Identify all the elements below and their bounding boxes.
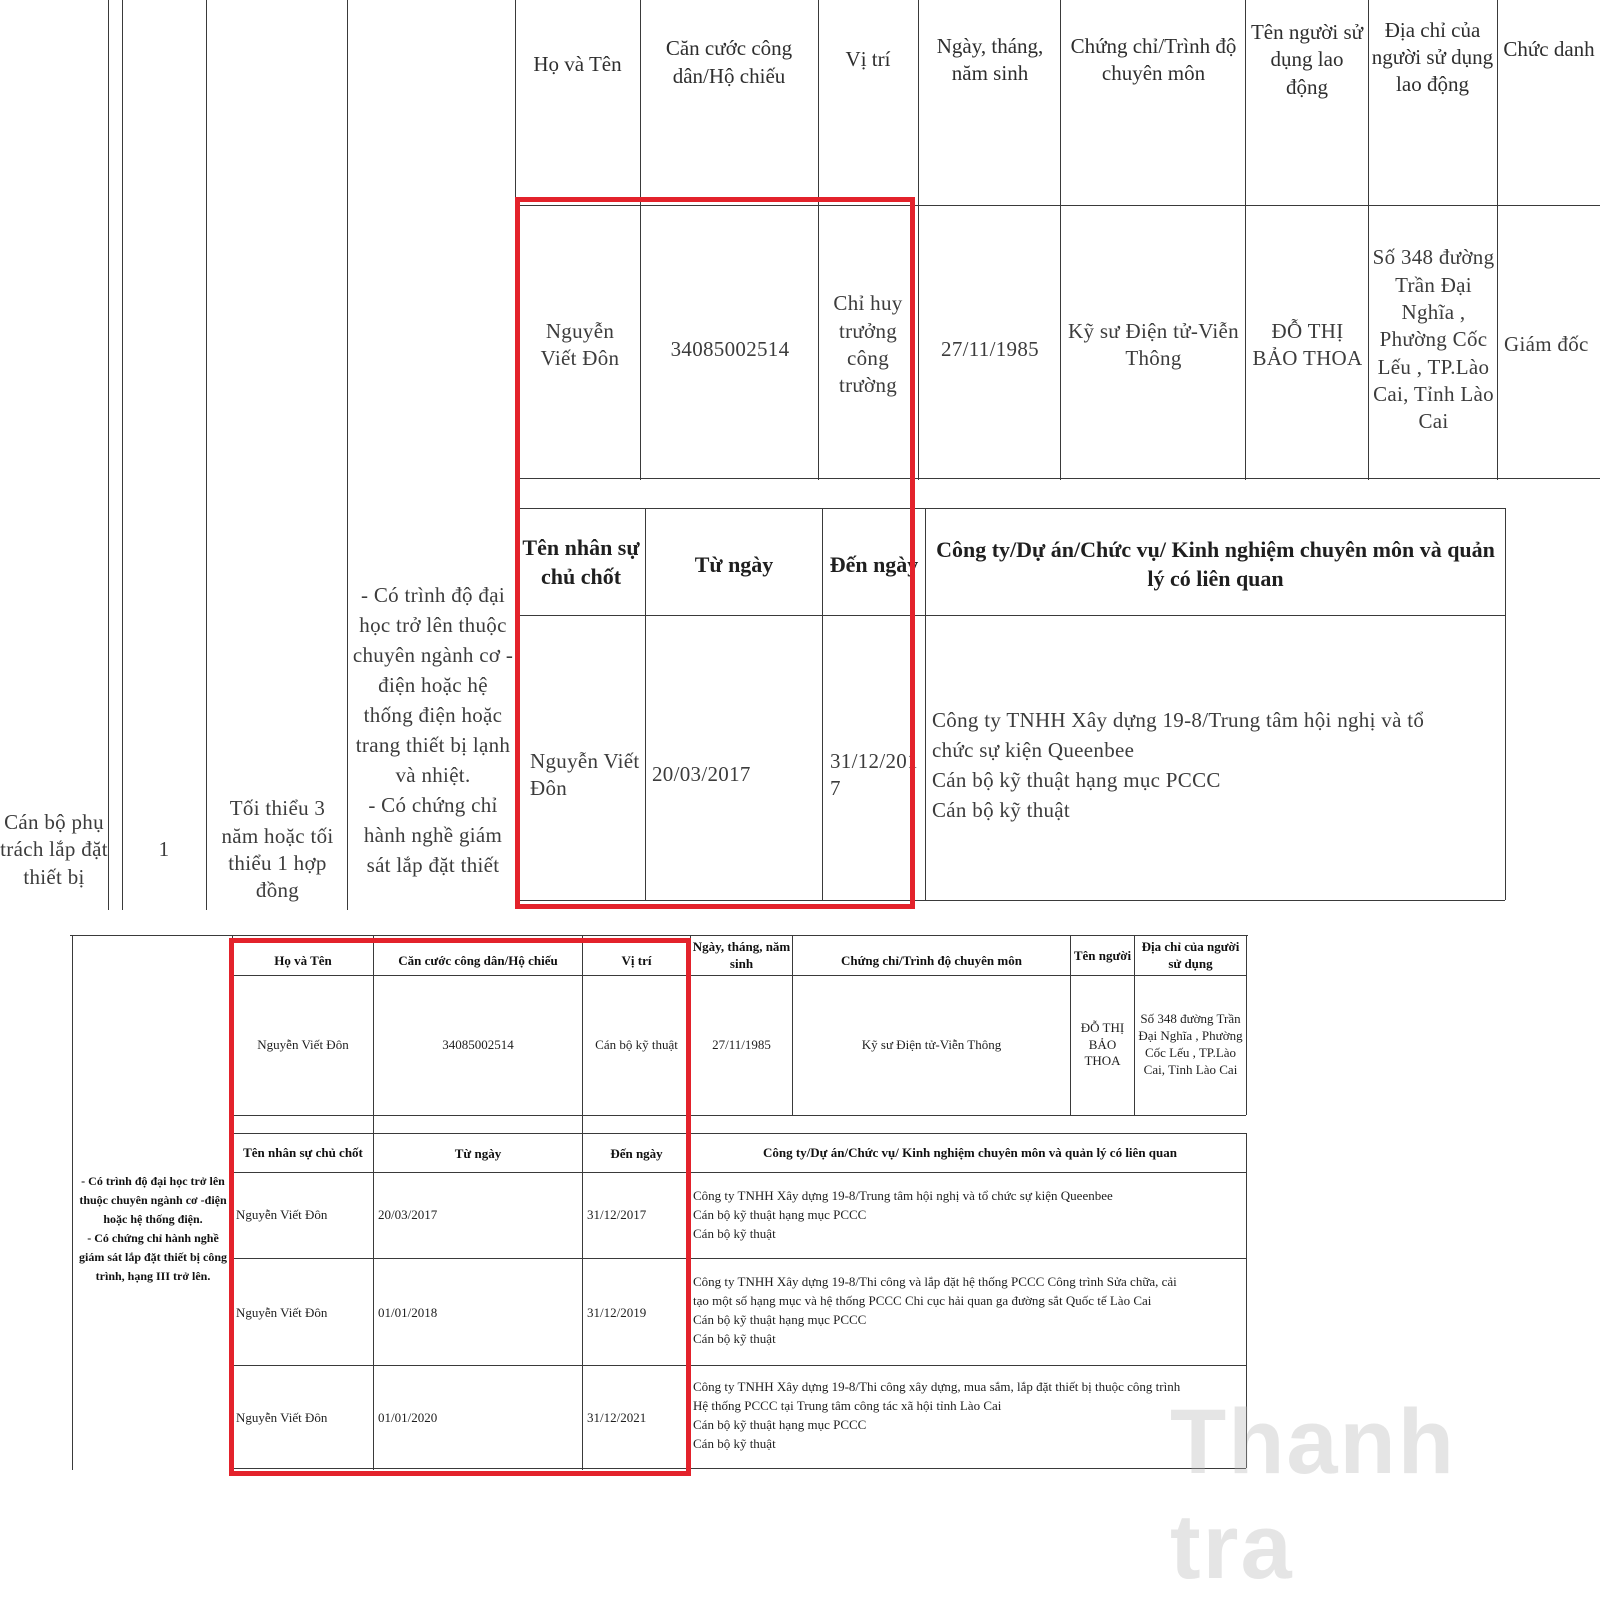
- exp-line: Cán bộ kỹ thuật hạng mục PCCC: [932, 768, 1221, 792]
- exp-row-from: 20/03/2017: [652, 762, 751, 787]
- exp-line: Cán bộ kỹ thuật hạng mục PCCC: [693, 1207, 867, 1222]
- exp-line: Cán bộ kỹ thuật hạng mục PCCC: [693, 1312, 867, 1327]
- b-exp-row-to: 31/12/2019: [587, 1304, 647, 1320]
- b-person-address: Số 348 đường Trần Đại Nghĩa , Phường Cốc Lếu , TP.Lào Cai, Tỉnh Lào Cai: [1138, 1011, 1243, 1077]
- grid-line: [1134, 935, 1135, 1115]
- b-exp-row-to: 31/12/2021: [587, 1409, 647, 1425]
- b-exp-row-from: 01/01/2020: [378, 1409, 438, 1425]
- exp-header-to: Đến ngày: [829, 551, 919, 577]
- header-ten-nguoi-sd: Tên người sử dụng lao động: [1250, 20, 1364, 99]
- highlight-box: [229, 938, 691, 1476]
- exp-line: Công ty TNHH Xây dựng 19-8/Trung tâm hội nghị và tổ chức sự kiện Queenbee: [693, 1188, 1113, 1203]
- grid-line: [1246, 935, 1247, 1115]
- b-exp-row-to: 31/12/2017: [587, 1206, 647, 1222]
- header-can-cuoc: Căn cước công dân/Hộ chiếu: [665, 36, 793, 88]
- header-chung-chi: Chứng chỉ/Trình độ chuyên môn: [1070, 33, 1237, 85]
- b-header-ten-nguoi: Tên người: [1073, 947, 1132, 963]
- exp-line: chức sự kiện Queenbee: [932, 738, 1135, 762]
- grid-line: [1497, 0, 1498, 480]
- grid-line: [1060, 0, 1061, 480]
- grid-line: [206, 0, 207, 910]
- b-exp-row-company: [693, 1186, 1243, 1243]
- exp-line: Hệ thống PCCC tại Trung tâm công tác xã hội tỉnh Lào Cai: [693, 1398, 1002, 1413]
- grid-line: [1505, 508, 1506, 900]
- b-exp-row-company: [693, 1272, 1243, 1348]
- b-exp-row-name: Nguyễn Viết Đôn: [236, 1409, 328, 1425]
- header-ngay-sinh: Ngày, tháng, năm sinh: [936, 33, 1044, 85]
- b-exp-row-name: Nguyễn Viết Đôn: [236, 1304, 328, 1320]
- header-chuc-danh: Chức danh: [1503, 37, 1595, 62]
- grid-line: [1368, 0, 1369, 480]
- b-exp-header-to: Đến ngày: [610, 1145, 663, 1161]
- b-header-ho-ten: Họ và Tên: [274, 952, 332, 968]
- b-exp-header-name: Tên nhân sự chủ chốt: [243, 1144, 363, 1160]
- grid-line: [925, 508, 926, 900]
- watermark-logo: Thanh tra: [1170, 1391, 1456, 1598]
- grid-line: [70, 935, 1248, 936]
- exp-row-name: Nguyễn Viết Đôn: [530, 748, 640, 800]
- exp-header-from: Từ ngày: [694, 551, 774, 577]
- b-qualification-requirement: - Có trình độ đại học trở lên thuộc chuyên ngành cơ -điện hoặc hệ thống điện. - Có chứng chỉ hành nghề giám sát lắp đặt thiết bị công trình, hạng III trở lên.: [78, 1174, 227, 1283]
- exp-row-company: [932, 705, 1502, 825]
- b-exp-row-company: [693, 1377, 1243, 1453]
- b-exp-row-name: Nguyễn Viết Đôn: [236, 1206, 328, 1222]
- grid-line: [122, 0, 123, 910]
- exp-line: Cán bộ kỹ thuật: [932, 798, 1071, 822]
- grid-line: [347, 0, 348, 910]
- experience-requirement: Tối thiểu 3 năm hoặc tối thiểu 1 hợp đồng: [221, 796, 334, 903]
- b-header-can-cuoc: Căn cước công dân/Hộ chiếu: [398, 952, 558, 968]
- qualification-requirement: - Có trình độ đại học trở lên thuộc chuyên ngành cơ - điện hoặc hệ thống điện hoặc trang thiết bị lạnh và nhiệt. - Có chứng chỉ hành nghề giám sát lắp đặt thiết: [352, 583, 514, 877]
- person-id: 34085002514: [670, 337, 790, 362]
- b-header-dia-chi: Địa chỉ của người sử dụng: [1141, 939, 1240, 971]
- exp-row-to: 31/12/2017: [830, 748, 918, 800]
- b-person-position: Cán bộ kỹ thuật: [595, 1036, 678, 1052]
- person-name: Nguyễn Viết Đôn: [540, 318, 620, 370]
- grid-line: [1245, 0, 1246, 480]
- exp-line: Cán bộ kỹ thuật: [693, 1226, 776, 1241]
- header-ho-ten: Họ và Tên: [533, 52, 622, 77]
- exp-line: Cán bộ kỹ thuật hạng mục PCCC: [693, 1417, 867, 1432]
- b-person-dob: 27/11/1985: [712, 1036, 771, 1052]
- b-exp-row-from: 20/03/2017: [378, 1206, 438, 1222]
- exp-line: Công ty TNHH Xây dựng 19-8/Thi công xây dựng, mua sắm, lắp đặt thiết bị thuộc công trình: [693, 1379, 1181, 1394]
- b-header-ngay-sinh: Ngày, tháng, năm sinh: [692, 939, 791, 971]
- grid-line: [108, 0, 109, 910]
- grid-line: [792, 935, 793, 1115]
- grid-line: [1070, 935, 1071, 1115]
- highlight-box: [515, 197, 915, 909]
- person-dob: 27/11/1985: [941, 337, 1039, 362]
- grid-line: [72, 935, 73, 1470]
- b-exp-header-company: Công ty/Dự án/Chức vụ/ Kinh nghiệm chuyên môn và quản lý có liên quan: [762, 1144, 1177, 1160]
- person-title: Giám đốc: [1504, 332, 1589, 357]
- b-person-id: 34085002514: [442, 1036, 514, 1052]
- header-dia-chi: Địa chỉ của người sử dụng lao động: [1371, 17, 1494, 97]
- header-vi-tri: Vị trí: [845, 47, 891, 72]
- exp-line: Công ty TNHH Xây dựng 19-8/Trung tâm hội nghị và tổ: [932, 708, 1425, 732]
- b-person-certificate: Kỹ sư Điện tử-Viễn Thông: [861, 1036, 1002, 1052]
- b-person-employer: ĐỖ THỊ BẢO THOA: [1080, 1019, 1125, 1069]
- b-exp-header-from: Từ ngày: [454, 1145, 502, 1161]
- b-header-chung-chi: Chứng chỉ/Trình độ chuyên môn: [841, 952, 1022, 968]
- b-exp-row-from: 01/01/2018: [378, 1304, 438, 1320]
- exp-header-company: Công ty/Dự án/Chức vụ/ Kinh nghiệm chuyên môn và quản lý có liên quan: [936, 537, 1495, 591]
- role-label: Cán bộ phụ trách lắp đặt thiết bị: [0, 810, 108, 889]
- exp-line: Cán bộ kỹ thuật: [693, 1331, 776, 1346]
- b-header-vi-tri: Vị trí: [621, 952, 652, 968]
- person-address: Số 348 đường Trần Đại Nghĩa , Phường Cốc Lếu , TP.Lào Cai, Tỉnh Lào Cai: [1372, 245, 1495, 434]
- b-person-name: Nguyễn Viết Đôn: [257, 1036, 349, 1052]
- person-position: Chỉ huy trưởng công trường: [833, 291, 903, 398]
- person-certificate: Kỹ sư Điện tử-Viễn Thông: [1068, 318, 1239, 370]
- exp-header-name: Tên nhân sự chủ chốt: [522, 534, 640, 589]
- exp-line: tạo một số hạng mục và hệ thống PCCC Chi cục hải quan ga đường sắt Quốc tế Lào Cai: [693, 1293, 1152, 1308]
- exp-line: Công ty TNHH Xây dựng 19-8/Thi công và lắp đặt hệ thống PCCC Công trình Sửa chữa, cải: [693, 1274, 1177, 1289]
- role-count: 1: [158, 837, 170, 862]
- exp-line: Cán bộ kỹ thuật: [693, 1436, 776, 1451]
- grid-line: [918, 0, 919, 480]
- person-employer: ĐỖ THỊ BẢO THOA: [1252, 318, 1363, 370]
